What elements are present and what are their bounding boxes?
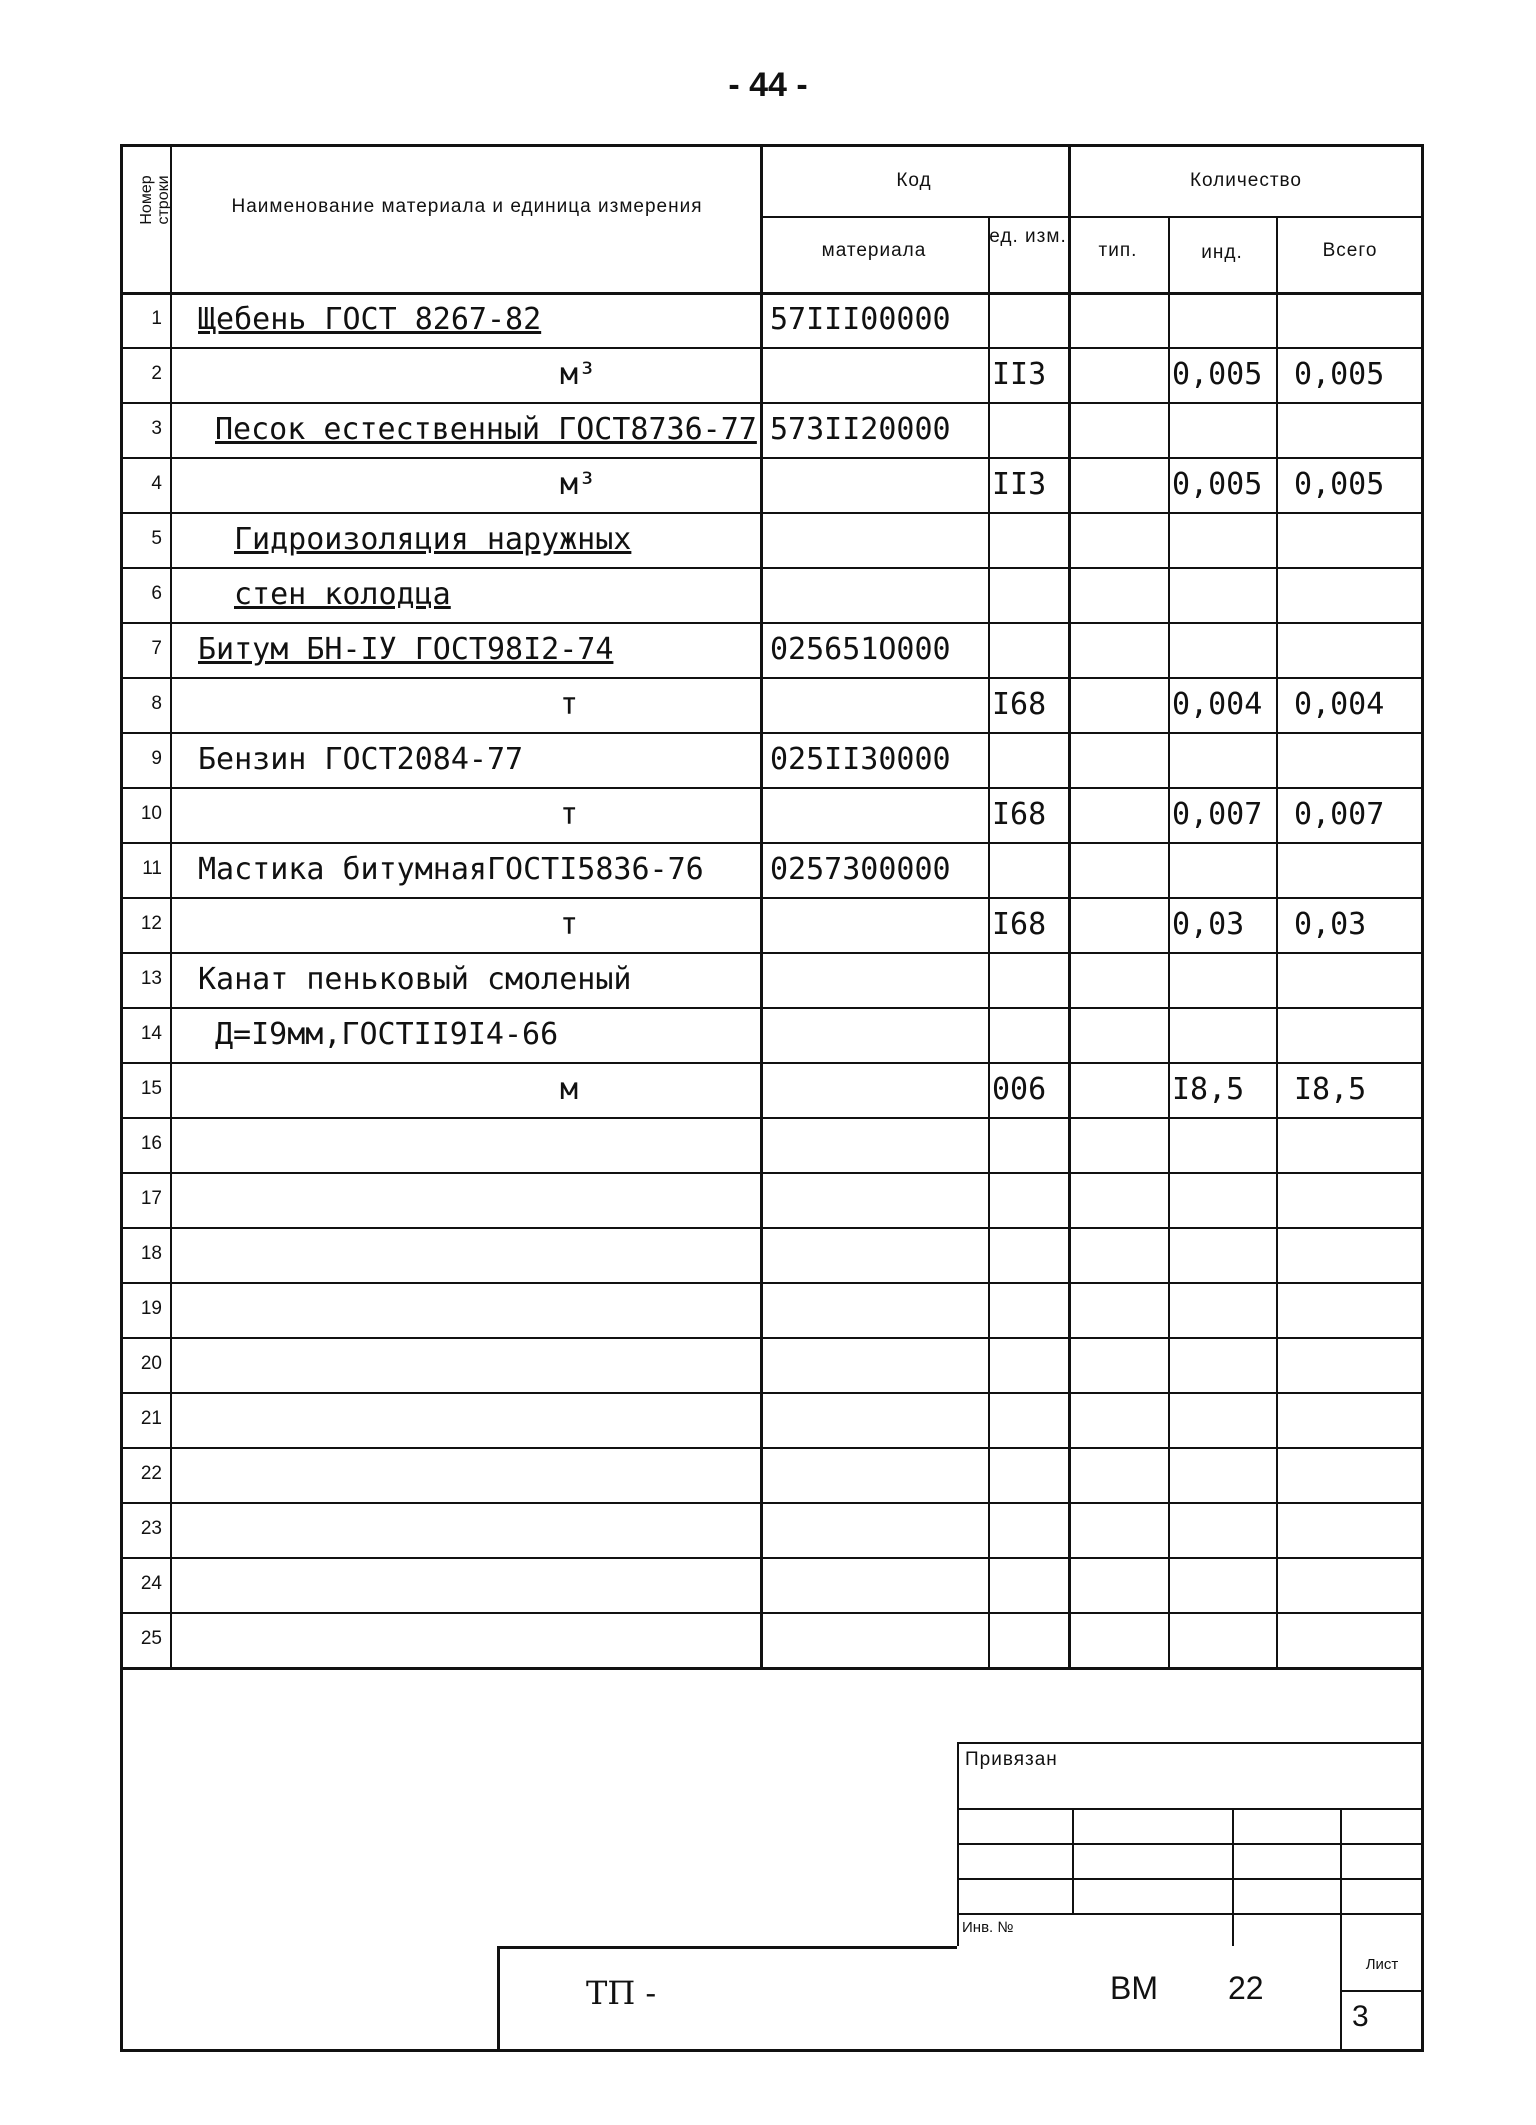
table-column-line bbox=[1068, 144, 1071, 1667]
table-row-line bbox=[120, 567, 1424, 569]
stamp-sheet-number: 3 bbox=[1352, 2000, 1369, 2033]
header-name: Наименование материала и единица измерения bbox=[231, 196, 703, 217]
table-row-line bbox=[120, 842, 1424, 844]
table-row-line bbox=[120, 1447, 1424, 1449]
unit-code: I68 bbox=[992, 687, 1047, 722]
row-number: 6 bbox=[151, 583, 162, 604]
table-row-line bbox=[120, 1667, 1424, 1670]
stamp-sheet-label: Лист bbox=[1365, 1956, 1399, 1973]
row-number: 12 bbox=[140, 913, 162, 934]
table-row-line bbox=[120, 1557, 1424, 1559]
stamp-border bbox=[497, 1946, 957, 1949]
row-number: 2 bbox=[151, 363, 162, 384]
header-quantity: Количество bbox=[1189, 170, 1303, 191]
row-number: 3 bbox=[151, 418, 162, 439]
header-qty-total: Всего bbox=[1322, 240, 1378, 261]
unit-code: II3 bbox=[992, 357, 1047, 392]
row-number: 9 bbox=[151, 748, 162, 769]
qty-ind: 0,005 bbox=[1172, 467, 1263, 502]
row-number: 8 bbox=[151, 693, 162, 714]
table-row-line bbox=[120, 1502, 1424, 1504]
table-row-line bbox=[120, 897, 1424, 899]
table-row-line bbox=[120, 1392, 1424, 1394]
row-number: 14 bbox=[140, 1023, 162, 1044]
qty-total: 0,007 bbox=[1294, 797, 1385, 832]
row-number: 7 bbox=[151, 638, 162, 659]
row-number: 16 bbox=[140, 1133, 162, 1154]
material-name: Битум БН-IУ ГОСТ98I2-74 bbox=[198, 632, 614, 667]
material-code: 025651O000 bbox=[770, 632, 951, 667]
row-number: 21 bbox=[140, 1408, 162, 1429]
material-name: Канат пеньковый смоленый bbox=[198, 962, 632, 997]
header-code-material: материала bbox=[821, 240, 927, 261]
table-row-line bbox=[120, 1117, 1424, 1119]
row-number: 23 bbox=[140, 1518, 162, 1539]
table-header-line bbox=[120, 292, 1424, 295]
material-name: м³ bbox=[560, 357, 597, 392]
table-column-line bbox=[988, 216, 990, 1667]
header-qty-type: тип. bbox=[1098, 240, 1138, 261]
table-row-line bbox=[120, 1337, 1424, 1339]
stamp-border bbox=[957, 1742, 1424, 1744]
stamp-doc-number: 22 bbox=[1228, 1970, 1264, 2006]
unit-code: II3 bbox=[992, 467, 1047, 502]
table-row-line bbox=[120, 732, 1424, 734]
row-number: 11 bbox=[142, 858, 162, 879]
table-row-line bbox=[120, 787, 1424, 789]
table-column-line bbox=[170, 144, 172, 1667]
material-name: м³ bbox=[560, 467, 597, 502]
row-number: 15 bbox=[140, 1078, 162, 1099]
qty-ind: 0,005 bbox=[1172, 357, 1263, 392]
table-row-line bbox=[120, 1007, 1424, 1009]
stamp-doc-code: ВМ bbox=[1110, 1970, 1158, 2006]
material-name: т bbox=[560, 687, 579, 722]
row-number: 5 bbox=[151, 528, 162, 549]
row-number: 4 bbox=[151, 473, 162, 494]
material-name: стен колодца bbox=[234, 577, 451, 612]
material-name: м bbox=[560, 1072, 579, 1107]
header-code-unit: ед. изм. bbox=[989, 226, 1067, 247]
table-row-line bbox=[120, 347, 1424, 349]
material-name: т bbox=[560, 797, 579, 832]
qty-total: 0,004 bbox=[1294, 687, 1385, 722]
header-qty-ind: инд. bbox=[1201, 242, 1243, 263]
material-code: 57III00000 bbox=[770, 302, 951, 337]
qty-total: I8,5 bbox=[1294, 1072, 1367, 1107]
row-number: 10 bbox=[140, 803, 162, 824]
material-name: Бензин ГОСТ2084-77 bbox=[198, 742, 524, 777]
qty-total: 0,005 bbox=[1294, 357, 1385, 392]
stamp-doc-prefix: ТП - bbox=[586, 1974, 657, 2012]
qty-ind: 0,03 bbox=[1172, 907, 1245, 942]
material-name: Гидроизоляция наружных bbox=[234, 522, 632, 557]
table-column-line bbox=[1168, 216, 1170, 1667]
stamp-inv-label: Инв. № bbox=[962, 1919, 1014, 1936]
material-name: т bbox=[560, 907, 579, 942]
material-code: 0257300000 bbox=[770, 852, 951, 887]
qty-total: 0,03 bbox=[1294, 907, 1367, 942]
table-row-line bbox=[120, 512, 1424, 514]
row-number: 22 bbox=[140, 1463, 162, 1484]
stamp-border bbox=[1340, 1990, 1424, 1992]
table-row-line bbox=[120, 402, 1424, 404]
table-row-line bbox=[120, 1172, 1424, 1174]
row-number: 20 bbox=[140, 1353, 162, 1374]
header-row-number: Номер строки bbox=[138, 175, 172, 225]
unit-code: 006 bbox=[992, 1072, 1047, 1107]
table-row-line bbox=[120, 622, 1424, 624]
table-row-line bbox=[120, 1227, 1424, 1229]
stamp-linked-label: Привязан bbox=[965, 1749, 1058, 1770]
row-number: 19 bbox=[140, 1298, 162, 1319]
row-number: 18 bbox=[140, 1243, 162, 1264]
material-code: 573II20000 bbox=[770, 412, 951, 447]
row-number: 17 bbox=[140, 1188, 162, 1209]
row-number: 1 bbox=[151, 308, 162, 329]
table-row-line bbox=[120, 1612, 1424, 1614]
table-row-line bbox=[120, 677, 1424, 679]
stamp-border bbox=[957, 1808, 1424, 1810]
row-number: 13 bbox=[140, 968, 162, 989]
table-column-line bbox=[760, 144, 763, 1667]
stamp-border bbox=[957, 1843, 1424, 1845]
stamp-border bbox=[1340, 1808, 1342, 2052]
unit-code: I68 bbox=[992, 907, 1047, 942]
table-column-line bbox=[1276, 216, 1278, 1667]
row-number: 24 bbox=[140, 1573, 162, 1594]
qty-ind: 0,007 bbox=[1172, 797, 1263, 832]
page-number: - 44 - bbox=[728, 66, 808, 104]
table-row-line bbox=[120, 1282, 1424, 1284]
material-name: Щебень ГОСТ 8267-82 bbox=[198, 302, 542, 337]
material-name: Мастика битумнаяГОСТI5836-76 bbox=[198, 852, 704, 887]
header-code: Код bbox=[896, 170, 932, 191]
table-row-line bbox=[120, 1062, 1424, 1064]
table-row-line bbox=[120, 952, 1424, 954]
qty-ind: 0,004 bbox=[1172, 687, 1263, 722]
table-header-line bbox=[760, 216, 1424, 218]
unit-code: I68 bbox=[992, 797, 1047, 832]
material-name: Песок естественный ГОСТ8736-77 bbox=[215, 412, 757, 447]
material-code: 025II30000 bbox=[770, 742, 951, 777]
qty-total: 0,005 bbox=[1294, 467, 1385, 502]
table-row-line bbox=[120, 457, 1424, 459]
stamp-border bbox=[1072, 1808, 1074, 1913]
stamp-border bbox=[497, 1946, 500, 2052]
stamp-border bbox=[957, 1913, 1424, 1915]
stamp-border bbox=[1232, 1808, 1234, 1946]
material-name: Д=I9мм,ГОСТII9I4-66 bbox=[215, 1017, 559, 1052]
row-number: 25 bbox=[140, 1628, 162, 1649]
stamp-border bbox=[957, 1878, 1424, 1880]
qty-ind: I8,5 bbox=[1172, 1072, 1245, 1107]
